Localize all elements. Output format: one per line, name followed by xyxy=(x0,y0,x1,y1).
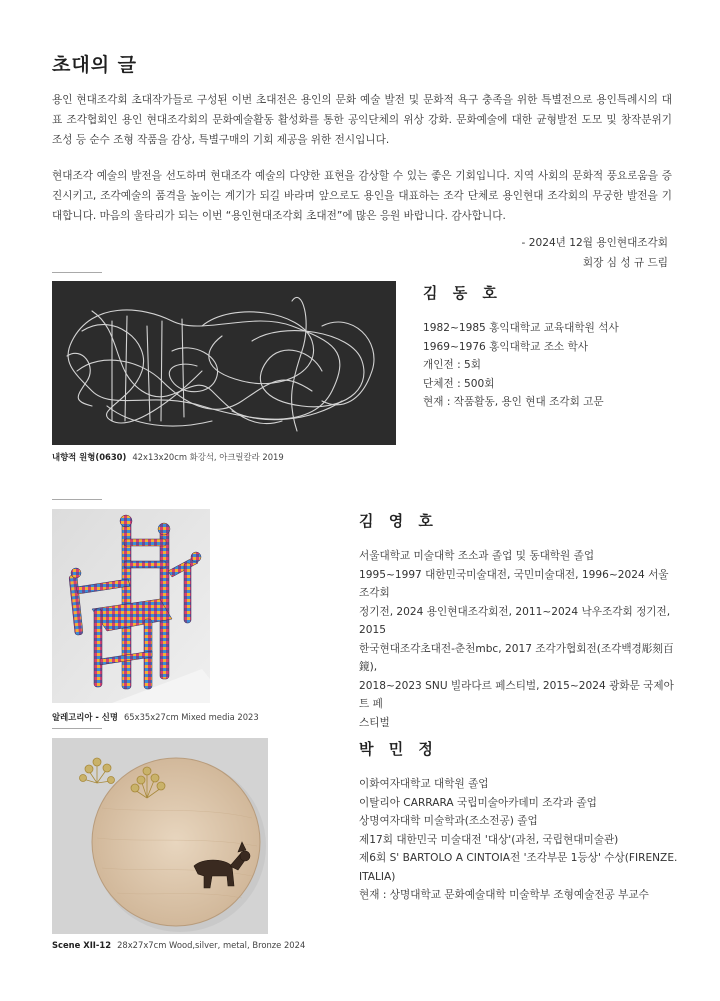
section-divider xyxy=(52,728,102,729)
artwork-meta: 42x13x20cm 화강석, 아크릴칼라 2019 xyxy=(132,452,284,462)
bio-line: 1995~1997 대한민국미술대전, 국민미술대전, 1996~2024 서울조각회 xyxy=(359,568,669,599)
bio-line: 정기전, 2024 용인현대조각회전, 2011~2024 낙우조각회 정기전, 2015 xyxy=(359,605,671,636)
artwork-meta: 28x27x7cm Wood,silver, metal, Bronze 2024 xyxy=(117,940,306,950)
intro-paragraph-1: 용인 현대조각회 초대작가들로 구성된 이번 초대전은 용인의 문화 예술 발전 및 문화적 욕구 충족을 위한 특별전으로 용인특례시의 대표 조각협회인 용인 현대조각회의 문화예술활동 활성화를 통한 공익단체의 위상 강화. 문화예술에 대한 균형발전 도모 및 창작분위기 조성 등 순수 조형 작품을 감상, 특별구매의 기회 제공을 위한 전시입니다. xyxy=(52,94,672,146)
bio-line: 제6회 S' BARTOLO A CINTOIA전 '조각부문 1등상' 수상(FIRENZE. xyxy=(359,852,678,864)
artist-profile xyxy=(359,510,674,732)
artwork-image-disc xyxy=(52,738,268,934)
bio-line: 개인전 : 5회 xyxy=(423,359,481,371)
artwork-title: 내향적 원형(0630) xyxy=(52,452,127,462)
artist-bio xyxy=(359,775,679,905)
section-divider xyxy=(52,499,102,500)
bio-line: 한국현대조각초대전-춘천mbc, 2017 조각가협회전(조각백경彫刻百鏡), xyxy=(359,642,674,673)
artwork-meta: 65x35x27cm Mixed media 2023 xyxy=(123,712,259,722)
artwork-title: 알레고리아 - 신명 xyxy=(52,712,118,722)
bio-line: 현재 : 작품활동, 용인 현대 조각회 고문 xyxy=(423,396,604,408)
artwork-image-scribble xyxy=(52,281,396,445)
signature-date: - 2024년 12월 용인현대조각회 xyxy=(521,237,668,249)
intro-paragraph-2: 현대조각 예술의 발전을 선도하며 현대조각 예술의 다양한 표현을 감상할 수 있는 좋은 기회입니다. 지역 사회의 문화적 풍요로움을 증진시키고, 조각예술의 품격을 높이는 계기가 되길 바라며 앞으로도 용인을 대표하는 조각 단체로 용인현대 조각회의 무궁한 발전을 기대합니다. 마음의 울타리가 되는 이번 “용인현대조각회 초대전”에 많은 응원 바랍니다. 감사합니다. xyxy=(52,170,672,222)
artist-bio xyxy=(423,319,683,412)
page-title: 초대의 글 xyxy=(52,54,138,76)
artist-name: 박 민 정 xyxy=(359,740,438,758)
bio-line: 서울대학교 미술대학 조소과 졸업 및 동대학원 졸업 xyxy=(359,550,595,562)
signature-block xyxy=(522,233,668,273)
section-divider xyxy=(52,272,102,273)
artist-name: 김 동 호 xyxy=(423,284,502,302)
bio-line: 이탈리아 CARRARA 국립미술아카데미 조각과 졸업 xyxy=(359,796,597,809)
bio-line: ITALIA) xyxy=(359,870,396,883)
bio-line: 단체전 : 500회 xyxy=(423,377,495,390)
bio-line: 2018~2023 SNU 빌라다르 페스티벌, 2015~2024 광화문 국제아트 페 xyxy=(359,679,674,710)
artist-bio xyxy=(359,547,674,732)
artist-name: 김 영 호 xyxy=(359,512,438,530)
signature-signer: 회장 심 성 규 드림 xyxy=(582,257,668,269)
bio-line: 이화여자대학교 대학원 졸업 xyxy=(359,778,489,790)
bio-line: 1982~1985 홍익대학교 교육대학원 석사 xyxy=(423,322,619,334)
bio-line: 제17회 대한민국 미술대전 '대상'(과천, 국립현대미술관) xyxy=(359,833,619,846)
bio-line: 스티벌 xyxy=(359,716,390,729)
artwork-caption xyxy=(52,711,259,723)
artwork-caption xyxy=(52,940,305,950)
intro-text xyxy=(52,90,672,242)
bio-line: 1969~1976 홍익대학교 조소 학사 xyxy=(423,340,589,353)
artist-profile xyxy=(359,738,679,905)
artwork-title: Scene XII-12 xyxy=(52,940,112,950)
bio-line: 상명여자대학 미술학과(조소전공) 졸업 xyxy=(359,815,538,827)
artwork-image-chair xyxy=(52,509,210,703)
artist-profile xyxy=(423,282,683,412)
bio-line: 현재 : 상명대학교 문화예술대학 미술학부 조형예술전공 부교수 xyxy=(359,889,649,901)
artwork-caption xyxy=(52,451,284,463)
